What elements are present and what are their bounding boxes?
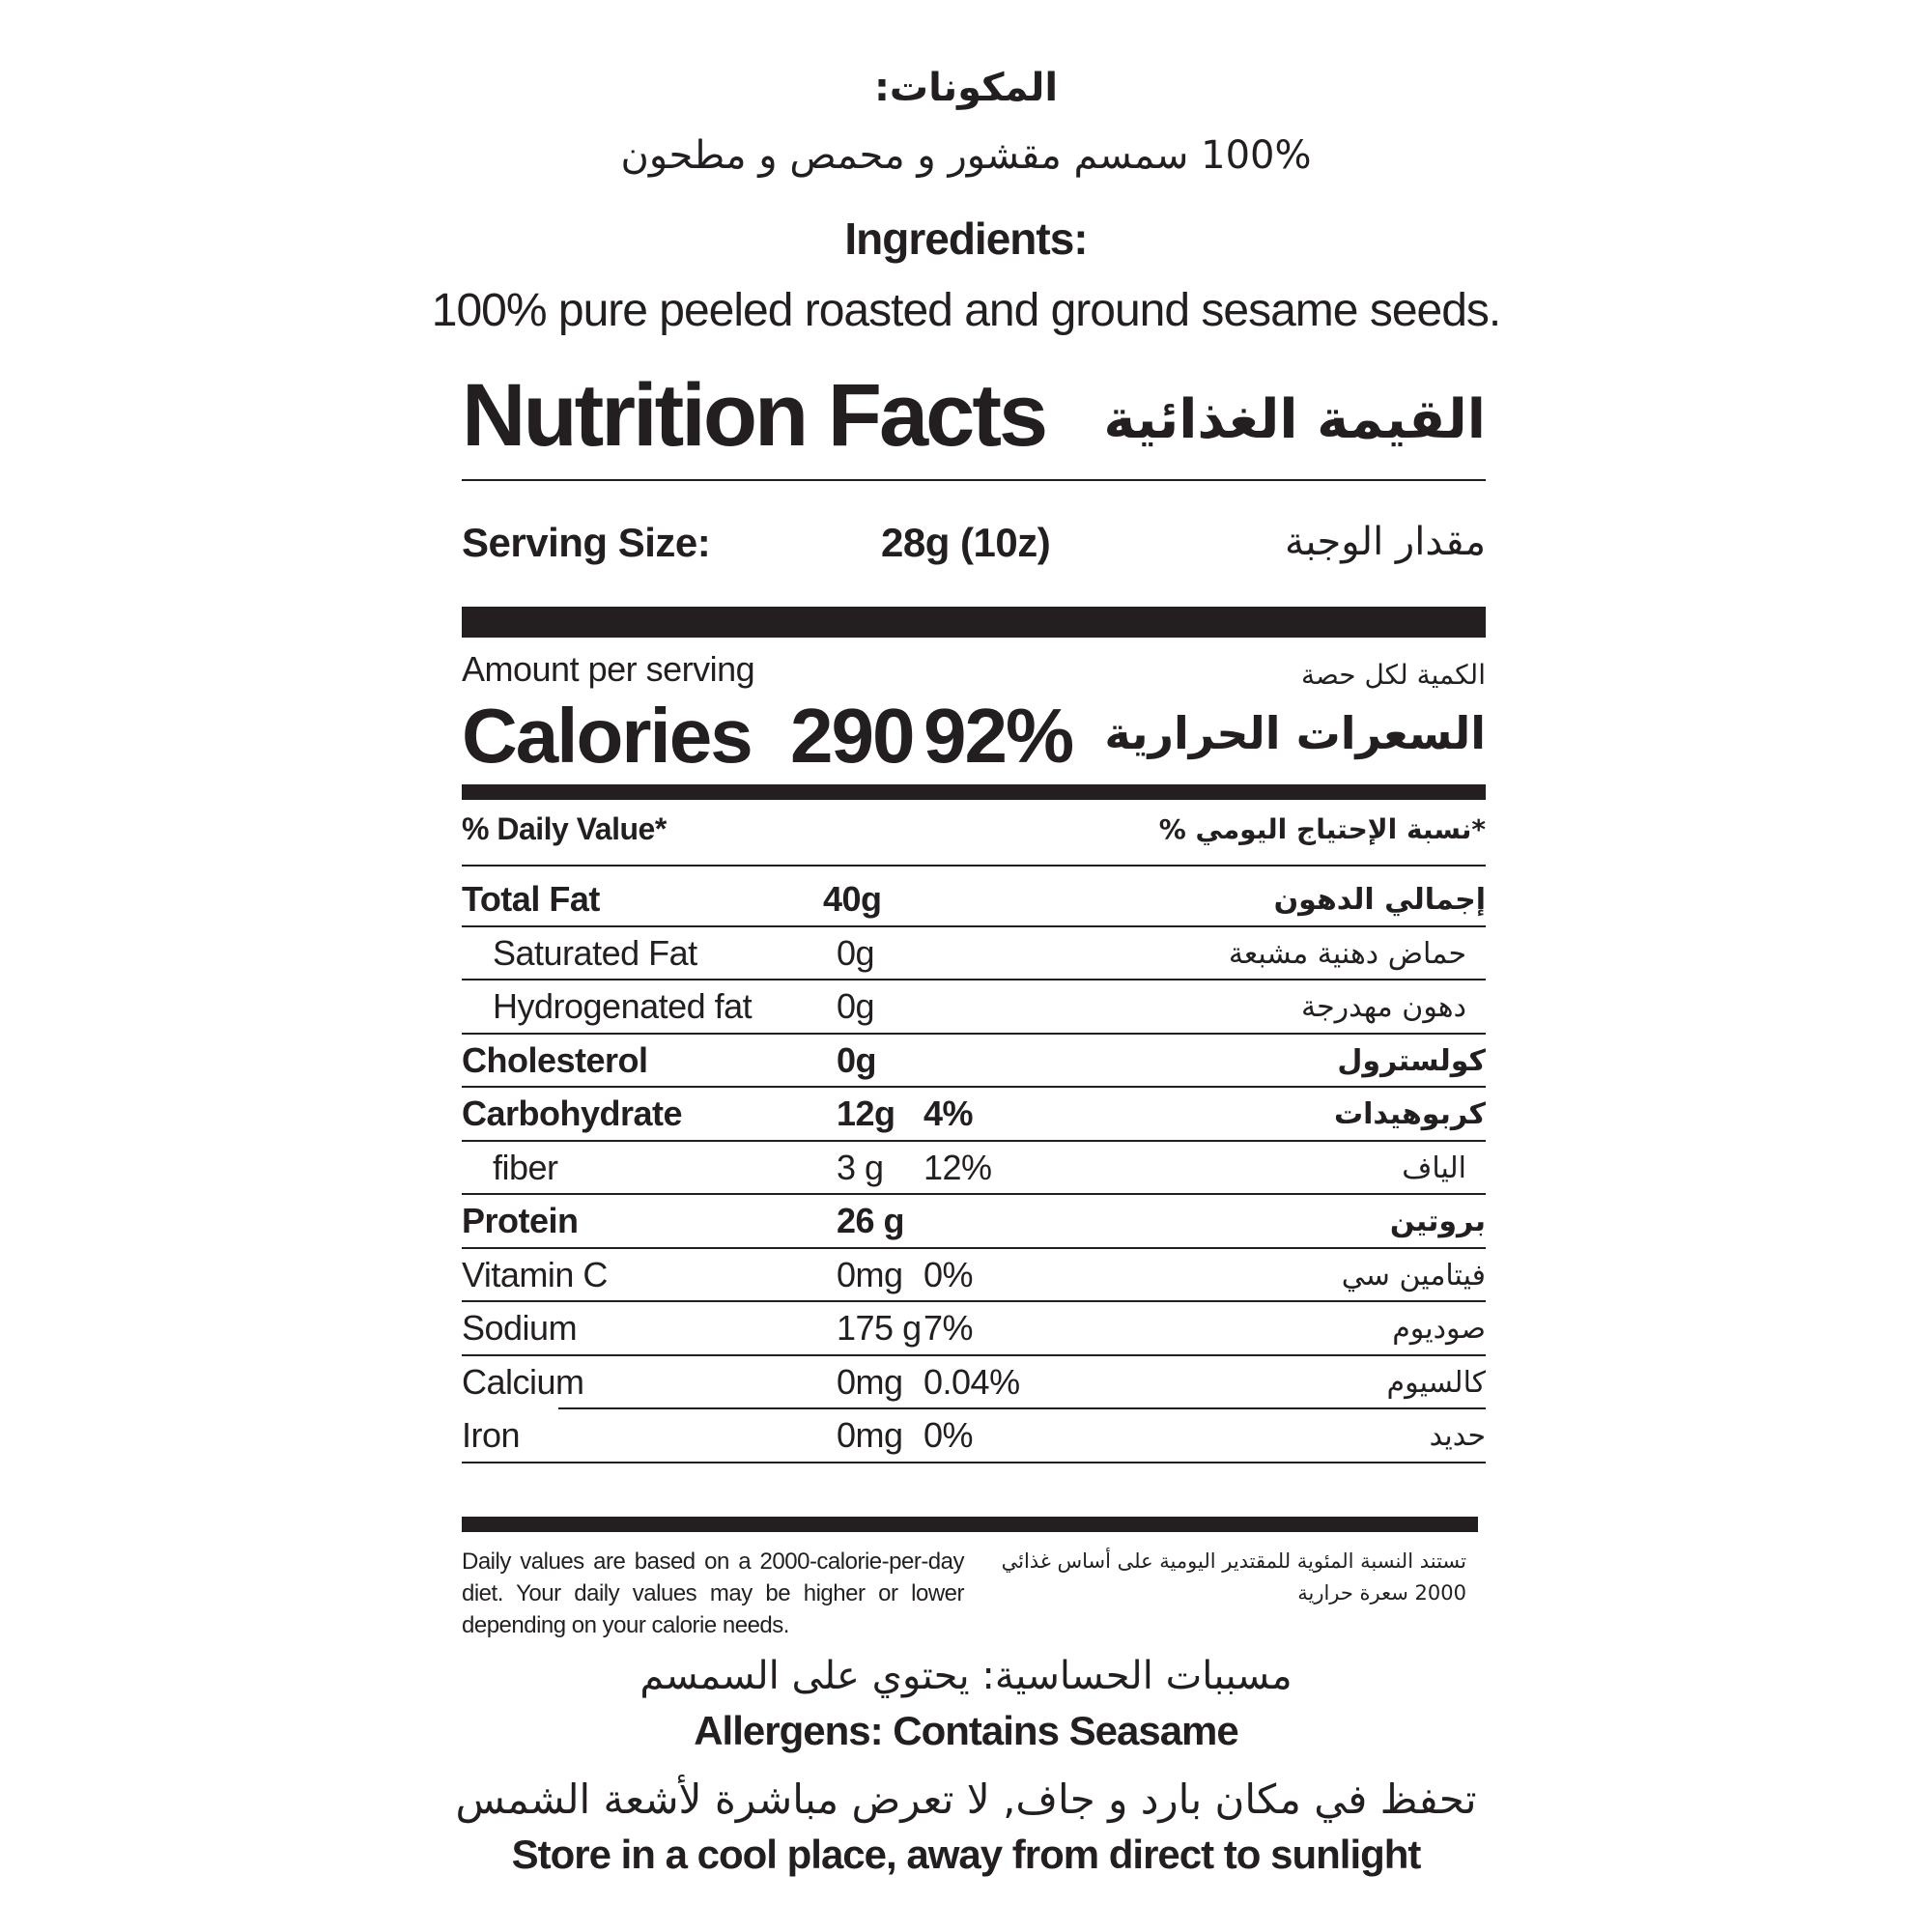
calories-label-ar: السعرات الحرارية [1104, 707, 1486, 759]
thick-rule-top [462, 607, 1486, 638]
nutrient-label-en: Iron [462, 1415, 521, 1455]
nutrient-label-ar: كربوهيدات [1334, 1097, 1486, 1131]
ingredients-text-ar: 100% سمسم مقشور و محمص و مطحون [620, 133, 1312, 178]
serving-size-label-ar: مقدار الوجبة [1284, 520, 1486, 564]
nutrient-label-en: Calcium [462, 1361, 584, 1402]
storage-en: Store in a cool place, away from direct to sunlight [511, 1832, 1421, 1877]
nutrient-label-en: Hydrogenated fat [493, 986, 753, 1026]
nutrient-label-en: Cholesterol [462, 1039, 648, 1080]
nutrient-amount: 0mg [837, 1415, 903, 1455]
nutrient-label-en: Saturated Fat [493, 932, 697, 973]
storage-ar: تحفظ في مكان بارد و جاف, لا تعرض مباشرة لأشعة الشمس [455, 1776, 1477, 1823]
nutrient-row-rule [558, 1407, 1486, 1409]
nutrient-label-ar: كالسيوم [1386, 1365, 1486, 1400]
nutrient-row-rule [462, 1193, 1486, 1195]
title-rule [462, 479, 1486, 481]
nutrient-row-rule [462, 1247, 1486, 1249]
nutrient-percent: 12% [923, 1147, 992, 1187]
nutrient-amount: 0mg [837, 1361, 903, 1402]
nutrient-amount: 3 g [837, 1147, 884, 1187]
nutrient-percent: 0% [923, 1254, 974, 1294]
nutrient-amount: 26 g [837, 1201, 905, 1240]
nutrient-label-en: Carbohydrate [462, 1094, 683, 1133]
nutrient-label-ar: صوديوم [1392, 1312, 1486, 1346]
nutrient-row-rule [462, 925, 1486, 927]
calories-label-en: Calories [462, 693, 752, 779]
nutrient-row-rule [462, 979, 1486, 980]
serving-size-value: 28g (10z) [881, 520, 1051, 565]
nutrient-amount: 0g [837, 986, 875, 1026]
nutrient-label-ar: الياف [1402, 1151, 1466, 1185]
daily-value-header-en: % Daily Value* [462, 811, 667, 846]
ingredients-title-en: Ingredients: [844, 213, 1088, 264]
amount-per-serving-en: Amount per serving [462, 649, 755, 689]
allergens-en: Allergens: Contains Seasame [694, 1708, 1238, 1753]
nutrient-row-rule [462, 1462, 1486, 1463]
nutrient-percent: 0% [923, 1415, 974, 1455]
nutrient-label-en: Sodium [462, 1308, 578, 1348]
serving-size-label: Serving Size: [462, 520, 711, 565]
nutrient-amount: 0g [837, 1039, 877, 1080]
nutrient-label-ar: كولسترول [1337, 1043, 1486, 1078]
ingredients-text-en: 100% pure peeled roasted and ground sesame seeds. [431, 285, 1501, 336]
nutrient-label-ar: حديد [1429, 1419, 1486, 1453]
nutrient-percent: 0.04% [923, 1361, 1020, 1402]
nutrient-amount: 0g [837, 932, 875, 973]
nutrient-row-rule [462, 1354, 1486, 1356]
nutrient-percent: 4% [923, 1094, 974, 1133]
nutrient-amount: 0mg [837, 1254, 903, 1294]
nutrition-title-en: Nutrition Facts [462, 366, 1046, 465]
nutrient-row-rule [462, 1086, 1486, 1088]
nutrient-amount: 40g [823, 879, 882, 919]
nutrient-amount: 12g [837, 1094, 895, 1133]
allergens-ar: مسببات الحساسية: يحتوي على السمسم [639, 1654, 1293, 1698]
nutrient-label-en: fiber [493, 1147, 558, 1187]
calories-percent: 92% [923, 693, 1073, 779]
nutrient-amount: 175 g [837, 1308, 922, 1348]
nutrition-facts-panel [462, 367, 1486, 1642]
nutrient-label-ar: فيتامين سي [1341, 1258, 1486, 1293]
daily-value-rule [462, 865, 1486, 867]
nutrient-label-ar: دهون مهدرجة [1300, 990, 1466, 1024]
nutrient-percent: 7% [923, 1308, 974, 1348]
footnote-ar: تستند النسبة المئوية للمقتدير اليومية على أساس غذائي 2000 سعرة حرارية [1001, 1549, 1466, 1605]
nutrient-label-en: Vitamin C [462, 1254, 608, 1294]
thick-rule-calories [462, 784, 1486, 800]
calories-value: 290 [790, 693, 914, 779]
nutrient-row-rule [462, 1300, 1486, 1302]
amount-per-serving-ar: الكمية لكل حصة [1300, 659, 1486, 691]
thick-rule-bottom [462, 1517, 1478, 1532]
nutrient-label-ar: إجمالي الدهون [1273, 883, 1486, 917]
footnote-en: Daily values are based on a 2000-calorie-per-day diet. Your daily values may be higher or lower depending on your calorie needs. [462, 1548, 964, 1638]
nutrient-row-rule [462, 1033, 1486, 1035]
nutrient-row-rule [462, 1140, 1486, 1142]
nutrient-label-ar: حماض دهنية مشبعة [1228, 936, 1466, 971]
daily-value-header-ar: *نسبة الإحتياج اليومي % [1158, 813, 1486, 845]
ingredients-title-ar: المكونات: [873, 66, 1059, 110]
nutrient-label-en: Protein [462, 1201, 579, 1240]
nutrient-label-en: Total Fat [462, 879, 600, 919]
nutrition-title-ar: القيمة الغذائية [1103, 388, 1486, 451]
nutrient-label-ar: بروتين [1389, 1205, 1486, 1238]
